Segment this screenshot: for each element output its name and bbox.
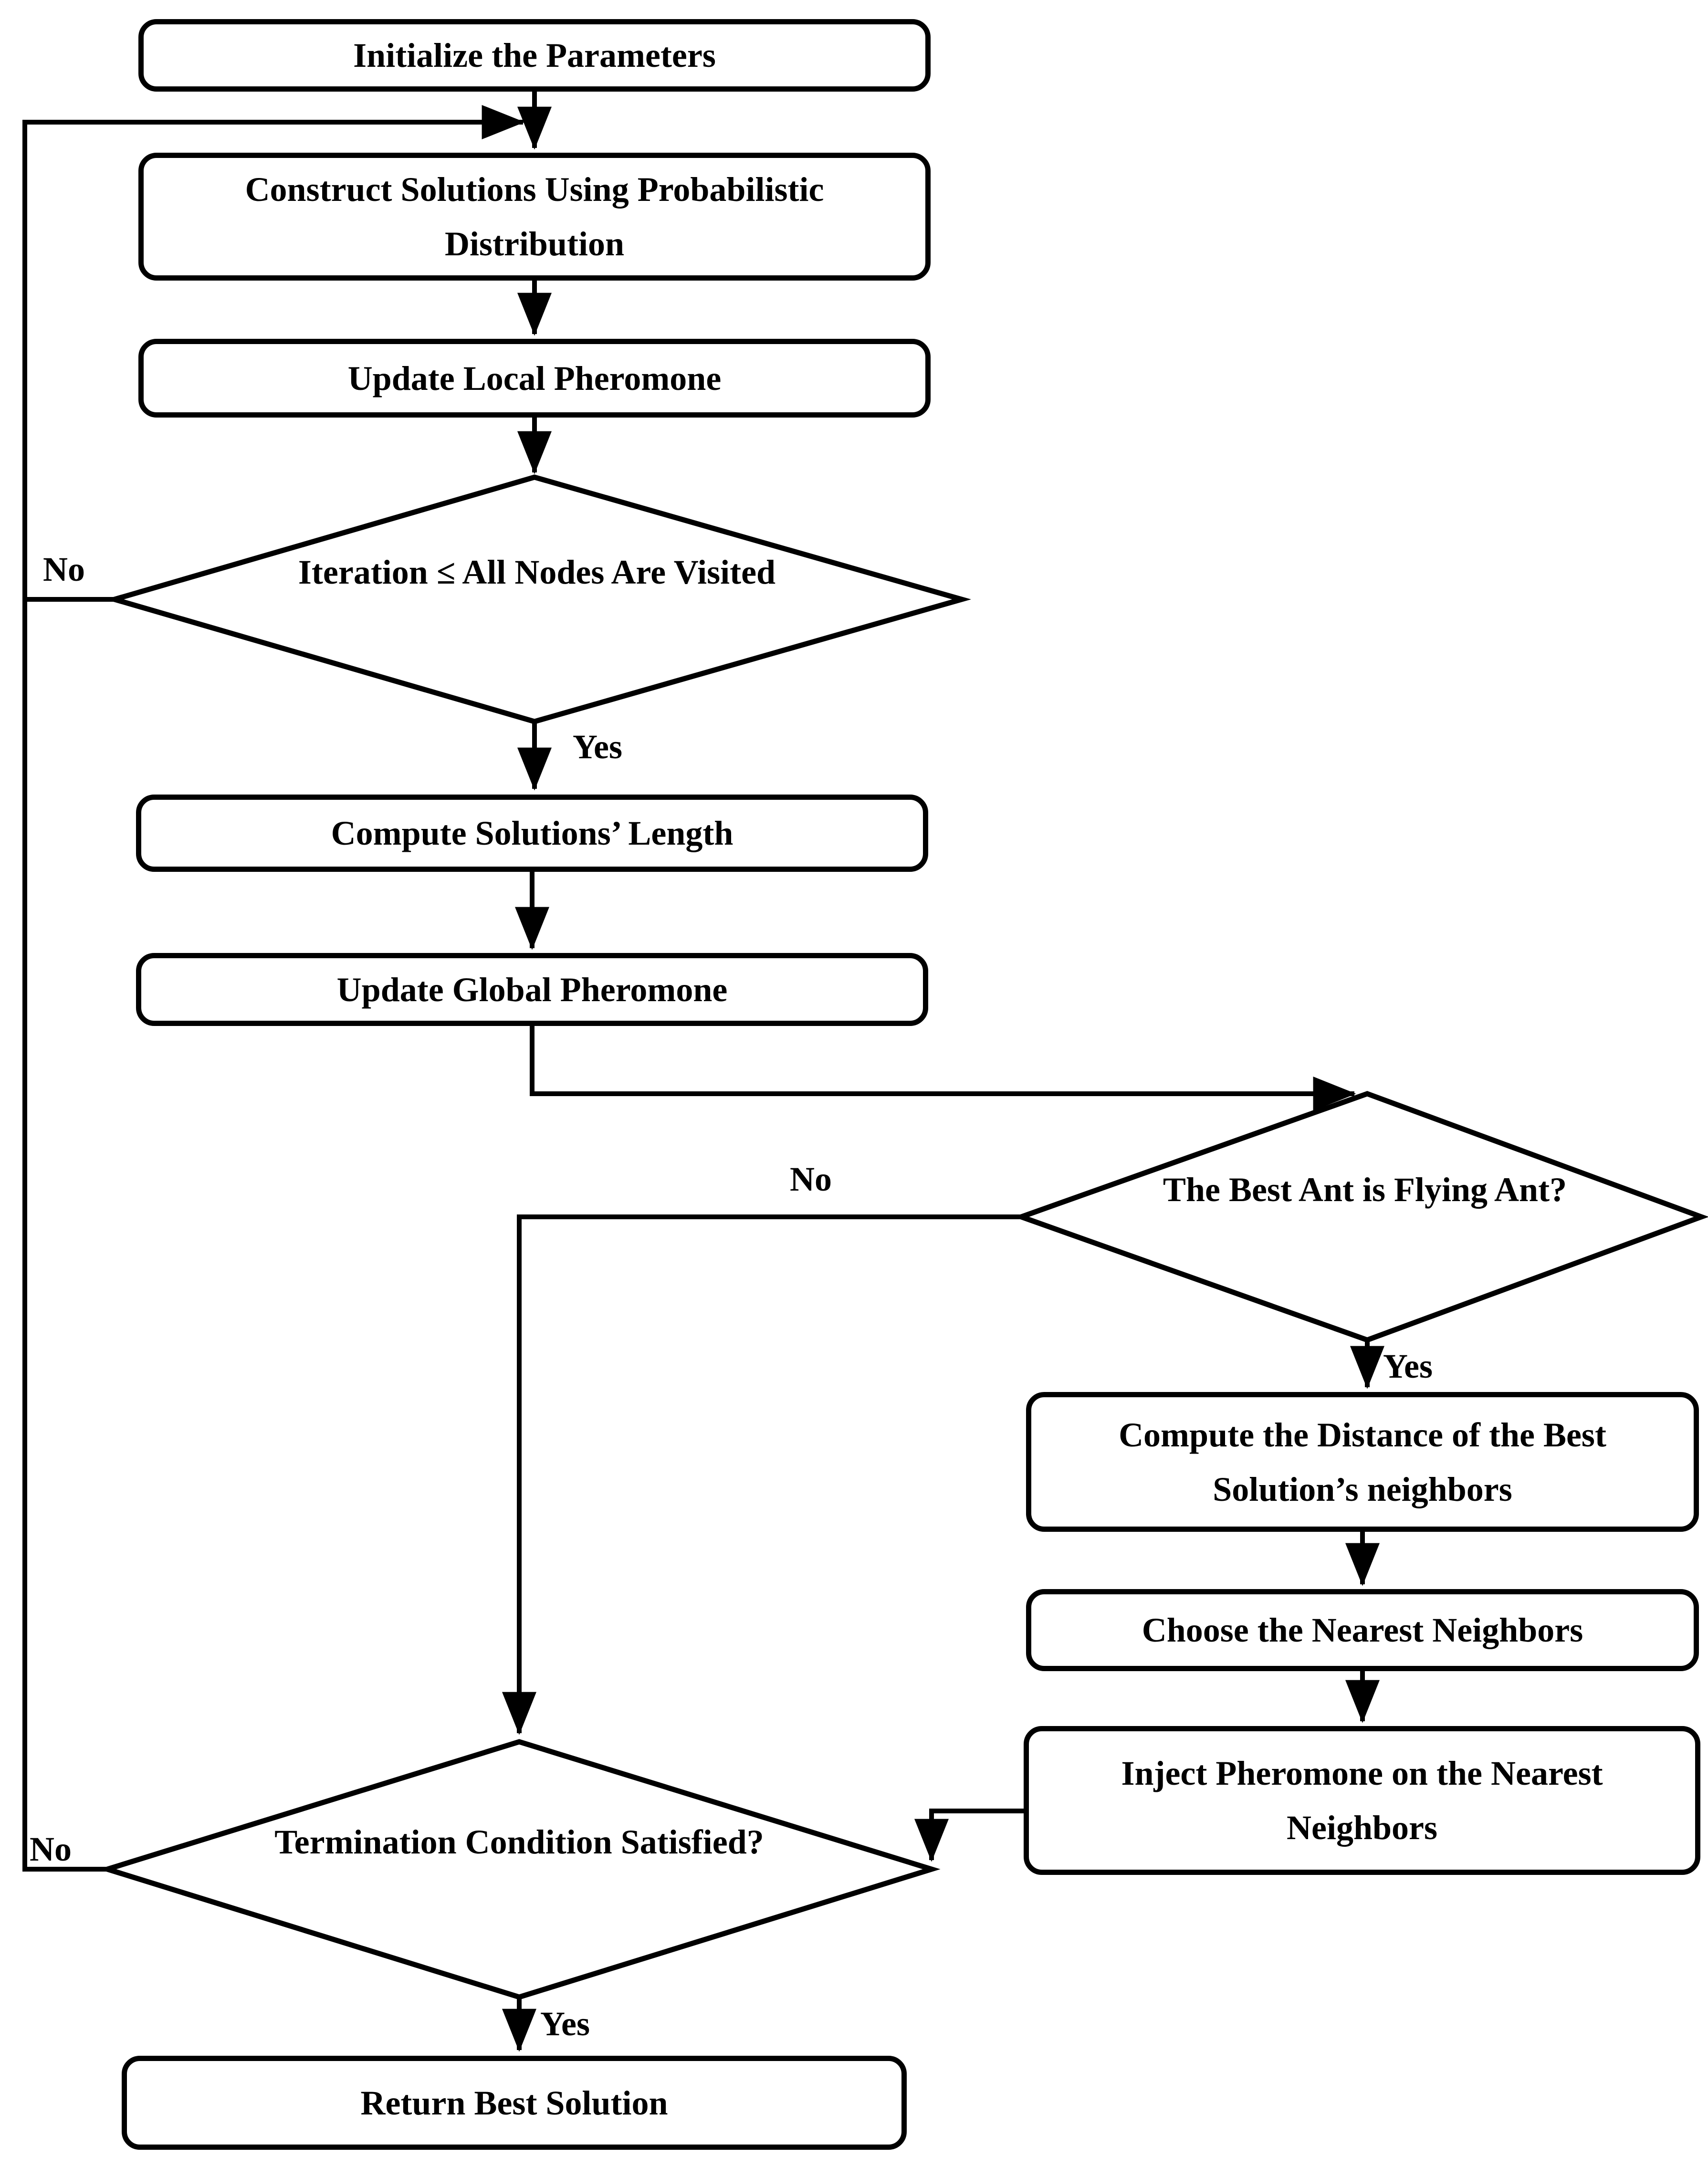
node-label: Update Local Pheromone xyxy=(347,359,722,398)
decision-label-line1: The Best Ant is xyxy=(1163,1171,1385,1209)
decision-termination-label xyxy=(185,1815,853,1869)
connector-update-global-to-best-ant xyxy=(532,1026,1354,1094)
node-return-best-solution xyxy=(122,2056,907,2150)
connector-best-ant-no-to-termination xyxy=(519,1217,1021,1733)
edge-label-termination-no: No xyxy=(30,1830,72,1868)
node-construct-solutions xyxy=(138,153,931,281)
decision-label-line2: Condition Satisfied? xyxy=(465,1823,764,1861)
decision-best-ant-label xyxy=(1031,1162,1699,1217)
node-inject-pheromone xyxy=(1024,1726,1700,1875)
node-label-line1: Compute the Distance of the Best xyxy=(1119,1415,1606,1454)
edge-label-termination-yes: Yes xyxy=(540,2005,590,2043)
node-choose-nearest-neighbors xyxy=(1026,1589,1699,1671)
node-label: Choose the Nearest Neighbors xyxy=(1142,1611,1583,1649)
node-compute-distance-neighbors xyxy=(1026,1392,1699,1532)
decision-label-line2: Flying Ant? xyxy=(1394,1171,1567,1209)
decision-best-ant-diamond xyxy=(1021,1094,1701,1340)
node-label: Initialize the Parameters xyxy=(353,36,716,74)
node-compute-solutions-length xyxy=(136,795,928,872)
decision-label-line2: Are Visited xyxy=(611,553,776,591)
node-update-local-pheromone xyxy=(138,339,931,418)
decision-iteration-label xyxy=(203,545,871,599)
node-label-line1: Inject Pheromone on the Nearest xyxy=(1121,1754,1603,1792)
edge-label-iteration-yes: Yes xyxy=(573,728,622,766)
connector-inject-to-termination xyxy=(932,1811,1024,1860)
decision-termination-diamond xyxy=(107,1742,932,1997)
node-update-global-pheromone xyxy=(136,953,928,1026)
node-label-line1: Construct Solutions Using Probabilistic xyxy=(245,170,824,209)
decision-iteration-diamond xyxy=(115,477,962,722)
node-label: Update Global Pheromone xyxy=(336,970,728,1009)
edge-label-best-ant-yes: Yes xyxy=(1383,1347,1433,1385)
node-label-line2: Solution’s neighbors xyxy=(1213,1470,1512,1508)
node-label: Compute Solutions’ Length xyxy=(331,814,733,852)
decision-label-line1: Iteration ≤ All Nodes xyxy=(298,553,605,591)
node-label: Return Best Solution xyxy=(360,2083,668,2122)
node-label-line2: Distribution xyxy=(444,225,625,263)
node-initialize-parameters xyxy=(138,19,931,92)
edge-label-best-ant-no: No xyxy=(790,1160,832,1198)
decision-label-line1: Termination xyxy=(274,1823,457,1861)
edge-label-iteration-no: No xyxy=(43,550,85,588)
node-label-line2: Neighbors xyxy=(1286,1809,1438,1847)
